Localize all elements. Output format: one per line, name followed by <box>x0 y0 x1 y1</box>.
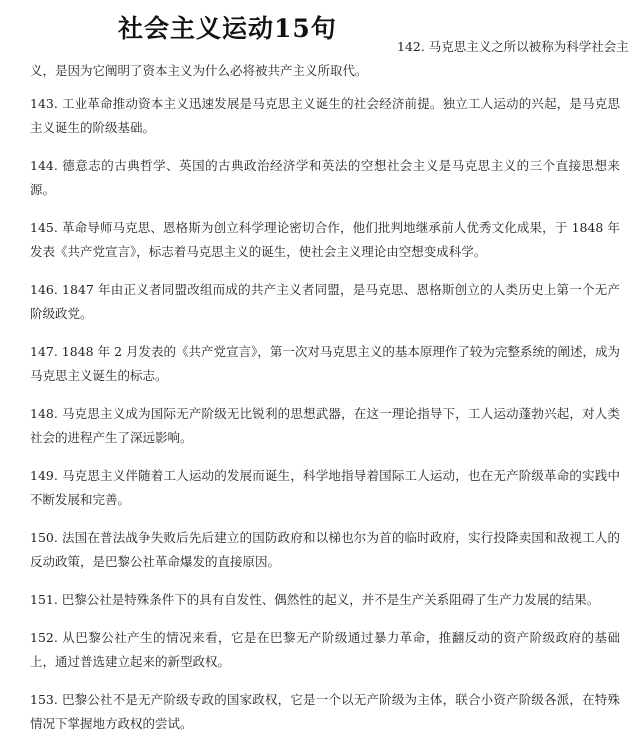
list-item: 153. 巴黎公社不是无产阶级专政的国家政权，它是一个以无产阶级为主体，联合小资产阶级各派，在特殊情况下掌握地方政权的尝试。 <box>30 692 620 731</box>
list-item: 150. 法国在普法战争失败后先后建立的国防政府和以梯也尔为首的临时政府，实行投降卖国和敌视工人的反动政策，是巴黎公社革命爆发的直接原因。 <box>30 530 620 569</box>
list-item: 148. 马克思主义成为国际无产阶级无比锐利的思想武器，在这一理论指导下，工人运动蓬勃兴起，对人类社会的进程产生了深远影响。 <box>30 406 620 445</box>
list-item: 145. 革命导师马克思、恩格斯为创立科学理论密切合作，他们批判地继承前人优秀文化成果，于 1848 年发表《共产党宣言》，标志着马克思主义的诞生，使社会主义理论由空想变成科学。 <box>30 220 620 259</box>
list-item: 146. 1847 年由正义者同盟改组而成的共产主义者同盟，是马克思、恩格斯创立的人类历史上第一个无产阶级政党。 <box>30 282 620 321</box>
item-list <box>30 92 620 750</box>
document-title: 社会主义运动15句 <box>118 14 337 43</box>
item-142-head: 142. 马克思主义之所以被称为科学社会主 <box>397 39 629 54</box>
list-item: 147. 1848 年 2 月发表的《共产党宣言》，第一次对马克思主义的基本原理作了较为完整系统的阐述，成为马克思主义诞生的标志。 <box>30 344 620 383</box>
list-item: 149. 马克思主义伴随着工人运动的发展而诞生，科学地指导着国际工人运动，也在无产阶级革命的实践中不断发展和完善。 <box>30 468 620 507</box>
list-item: 152. 从巴黎公社产生的情况来看，它是在巴黎无产阶级通过暴力革命，推翻反动的资产阶级政府的基础上，通过普选建立起来的新型政权。 <box>30 630 620 669</box>
list-item: 143. 工业革命推动资本主义迅速发展是马克思主义诞生的社会经济前提。独立工人运动的兴起，是马克思主义诞生的阶级基础。 <box>30 96 620 135</box>
list-item: 144. 德意志的古典哲学、英国的古典政治经济学和英法的空想社会主义是马克思主义的三个直接思想来源。 <box>30 158 620 197</box>
list-item: 151. 巴黎公社是特殊条件下的具有自发性、偶然性的起义，并不是生产关系阻碍了生产力发展的结果。 <box>30 592 600 607</box>
item-142-tail: 义，是因为它阐明了资本主义为什么必将被共产主义所取代。 <box>30 63 368 78</box>
